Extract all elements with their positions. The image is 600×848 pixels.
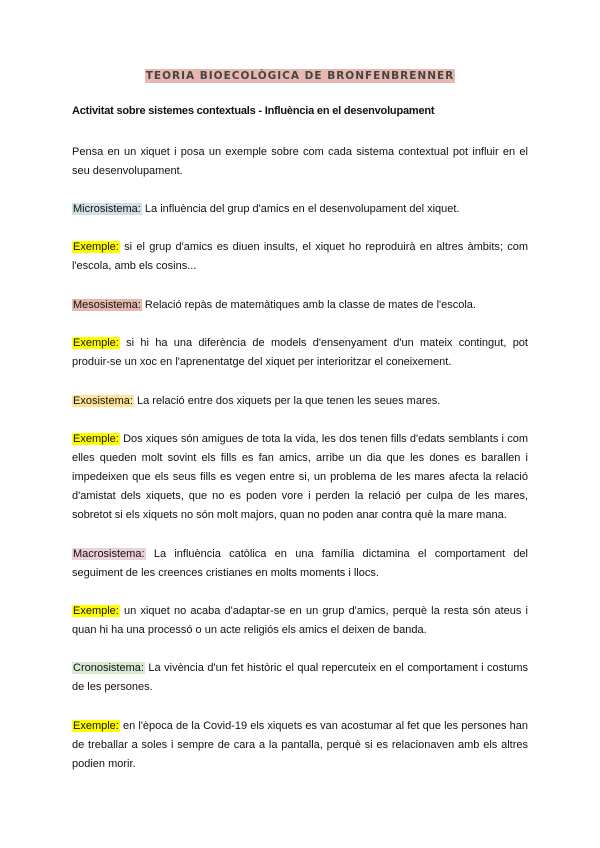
exemple-label: Exemple: (73, 605, 119, 617)
paragraph-text: en l'època de la Covid-19 els xiquets es van acostumar al fet que les persones han de treballar a soles i sempre de cara a la pantalla, perquè si es relacionaven amb els altres podien morir. (72, 720, 528, 770)
paragraph-text: Relació repàs de matemàtiques amb la classe de mates de l'escola. (144, 299, 476, 311)
exemple-paragraph (72, 602, 528, 640)
paragraph-text: si hi ha una diferència de models d'ensenyament d'un mateix contingut, pot produir-se un xoc en l'aprenentatge del xiquet per interioritzar el coneixement. (72, 337, 528, 368)
exemple-label: Exemple: (73, 337, 119, 349)
paragraph-text: si el grup d'amics es diuen insults, el xiquet ho reproduirà en altres àmbits; com l'escola, amb els cosins... (72, 241, 528, 272)
paragraph-text: Dos xiques són amigues de tota la vida, les dos tenen fills d'edats semblants i com elles queden molt sovint els fills es fan amics, arribe un dia que les dones es barallen i impedeixen que els seus fills es vegen entre si, un problema de les mares afecta la relació d'amistat dels xiquets, que no es poden vore i perden la relació per culpa de les mares, sobretot si els xiquets no són molt majors, quan no poden anar contra què la mare mana. (72, 433, 528, 521)
mesosistema-label: Mesosistema: (73, 299, 141, 311)
mesosistema-paragraph (72, 296, 528, 315)
exemple-paragraph (72, 334, 528, 372)
exemple-label: Exemple: (73, 241, 119, 253)
paragraph-text: La vivència d'un fet històric el qual repercuteix en el comportament i costums de les persones. (72, 662, 528, 693)
title-text: TEORIA BIOECOLÒGICA DE BRONFENBRENNER (145, 70, 455, 82)
exosistema-paragraph (72, 392, 528, 411)
exemple-paragraph (72, 430, 528, 525)
exemple-label: Exemple: (73, 433, 119, 445)
microsistema-label: Microsistema: (73, 203, 141, 215)
cronosistema-label: Cronosistema: (73, 662, 144, 674)
exemple-paragraph (72, 238, 528, 276)
document-title (0, 70, 600, 82)
paragraph-text: un xiquet no acaba d'adaptar-se en un grup d'amics, perquè la resta són ateus i quan hi ha una processó o un acte religiós els amics el deixen de banda. (72, 605, 528, 636)
exosistema-label: Exosistema: (73, 395, 133, 407)
exemple-paragraph (72, 717, 528, 774)
paragraph-text: La influència catòlica en una família dictamina el comportament del seguiment de les creences cristianes en molts moments i llocs. (72, 548, 528, 579)
macrosistema-paragraph (72, 545, 528, 583)
paragraph-text: La relació entre dos xiquets per la que tenen les seues mares. (136, 395, 441, 407)
macrosistema-label: Macrosistema: (73, 548, 145, 560)
exemple-label: Exemple: (73, 720, 119, 732)
document-subtitle: Activitat sobre sistemes contextuals - Influència en el desenvolupament (72, 105, 435, 117)
microsistema-paragraph (72, 200, 528, 219)
intro-paragraph: Pensa en un xiquet i posa un exemple sobre com cada sistema contextual pot influir en el seu desenvolupament. (72, 146, 528, 177)
paragraph-text: La influència del grup d'amics en el desenvolupament del xiquet. (144, 203, 460, 215)
cronosistema-paragraph (72, 659, 528, 697)
